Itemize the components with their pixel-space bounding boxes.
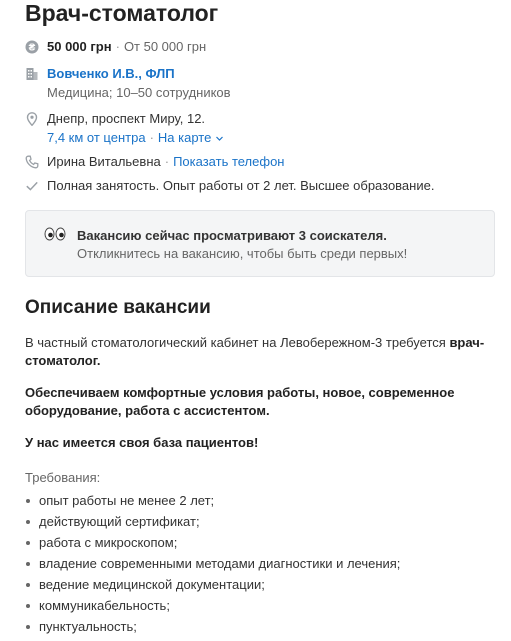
distance-link[interactable]: 7,4 км от центра <box>47 130 146 145</box>
conditions-row <box>25 177 434 194</box>
contact-name: Ирина Витальевна <box>47 154 161 169</box>
location-row <box>25 110 224 146</box>
company-link[interactable]: Вовченко И.В., ФЛП <box>47 66 175 81</box>
checkmark-icon <box>25 179 39 193</box>
description-intro <box>25 334 487 370</box>
building-icon <box>25 67 39 81</box>
address-text: Днепр, проспект Миру, 12. <box>47 111 206 126</box>
description-paragraph-2: Обеспечиваем комфортные условия работы, новое, современное оборудование, работа с ассистентом. <box>25 385 455 418</box>
show-phone-link[interactable]: Показать телефон <box>173 154 285 169</box>
viewers-notice <box>25 210 495 277</box>
list-item: владение современными методами диагностики и лечения; <box>25 555 400 576</box>
notice-subtitle: Откликнитесь на вакансию, чтобы быть среди первых! <box>77 246 408 261</box>
map-link-label: На карте <box>157 130 212 145</box>
svg-text:₴: ₴ <box>28 42 36 54</box>
conditions-text: Полная занятость. Опыт работы от 2 лет. Высшее образование. <box>47 178 435 193</box>
page-title: Врач-стоматолог <box>25 0 219 26</box>
list-item: действующий сертификат; <box>25 513 400 534</box>
salary-amount: 50 000 грн <box>47 39 112 54</box>
intro-text: В частный стоматологический кабинет на Левобережном-3 требуется <box>25 335 450 350</box>
company-row <box>25 65 231 101</box>
salary-range: От 50 000 грн <box>123 39 207 54</box>
description-heading: Описание вакансии <box>25 297 211 318</box>
eyes-icon <box>44 227 66 241</box>
hryvnia-coin-icon <box>25 40 39 54</box>
phone-icon <box>25 155 39 169</box>
list-item: работа с микроскопом; <box>25 534 400 555</box>
description-paragraph-3: У нас имеется своя база пациентов! <box>25 435 259 450</box>
requirements-list <box>25 492 400 639</box>
salary-separator: · <box>115 39 120 54</box>
map-link[interactable] <box>158 130 224 145</box>
requirements-label: Требования: <box>25 470 101 485</box>
chevron-down-icon <box>215 134 224 143</box>
contact-separator: · <box>164 154 170 169</box>
list-item: коммуникабельность; <box>25 597 400 618</box>
company-details: Медицина; 10–50 сотрудников <box>47 85 231 100</box>
notice-title: Вакансию сейчас просматривают 3 соискателя. <box>77 228 387 243</box>
contact-row <box>25 153 284 170</box>
map-pin-icon <box>25 112 39 126</box>
list-item: опыт работы не менее 2 лет; <box>25 492 400 513</box>
list-item: ведение медицинской документации; <box>25 576 400 597</box>
location-separator: · <box>149 130 154 145</box>
salary-row <box>25 38 206 55</box>
intro-bold-text: врач-стоматолог. <box>25 335 485 368</box>
list-item: пунктуальность; <box>25 618 400 639</box>
